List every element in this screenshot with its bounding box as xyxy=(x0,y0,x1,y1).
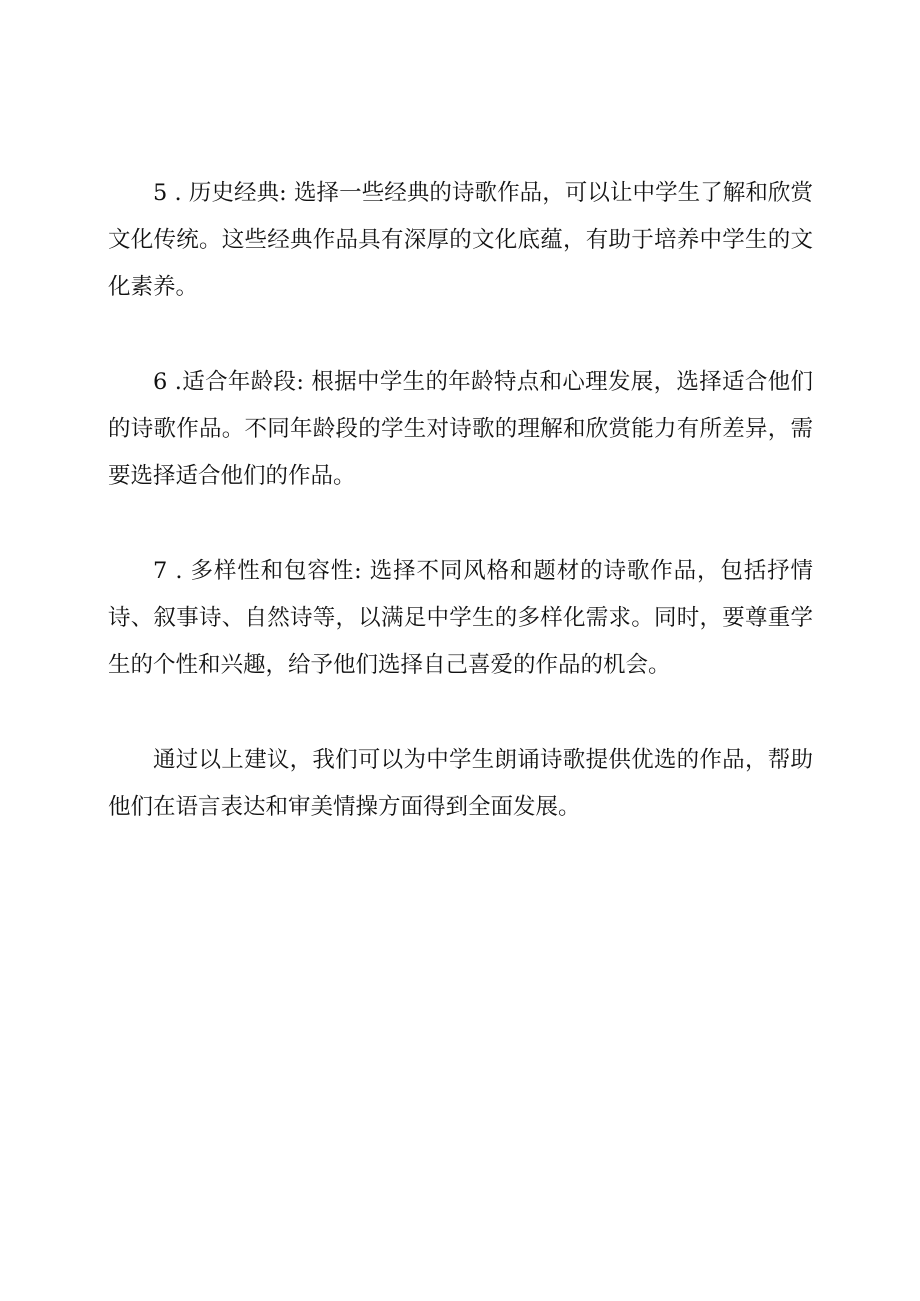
paragraph-age-appropriate: 6 .适合年龄段: 根据中学生的年龄特点和心理发展，选择适合他们的诗歌作品。不同年龄段的学生对诗歌的理解和欣赏能力有所差异，需要选择适合他们的作品。 xyxy=(108,369,813,489)
paragraph-diversity-inclusiveness: 7 . 多样性和包容性: 选择不同风格和题材的诗歌作品，包括抒情诗、叙事诗、自然诗等，以满足中学生的多样化需求。同时，要尊重学生的个性和兴趣，给予他们选择自己喜爱的作品的机会。 xyxy=(108,558,813,678)
paragraph-historical-classics: 5 . 历史经典: 选择一些经典的诗歌作品，可以让中学生了解和欣赏文化传统。这些经典作品具有深厚的文化底蕴，有助于培养中学生的文化素养。 xyxy=(108,180,813,300)
paragraph-conclusion: 通过以上建议，我们可以为中学生朗诵诗歌提供优选的作品，帮助他们在语言表达和审美情操方面得到全面发展。 xyxy=(108,747,813,820)
document-body xyxy=(108,170,813,831)
